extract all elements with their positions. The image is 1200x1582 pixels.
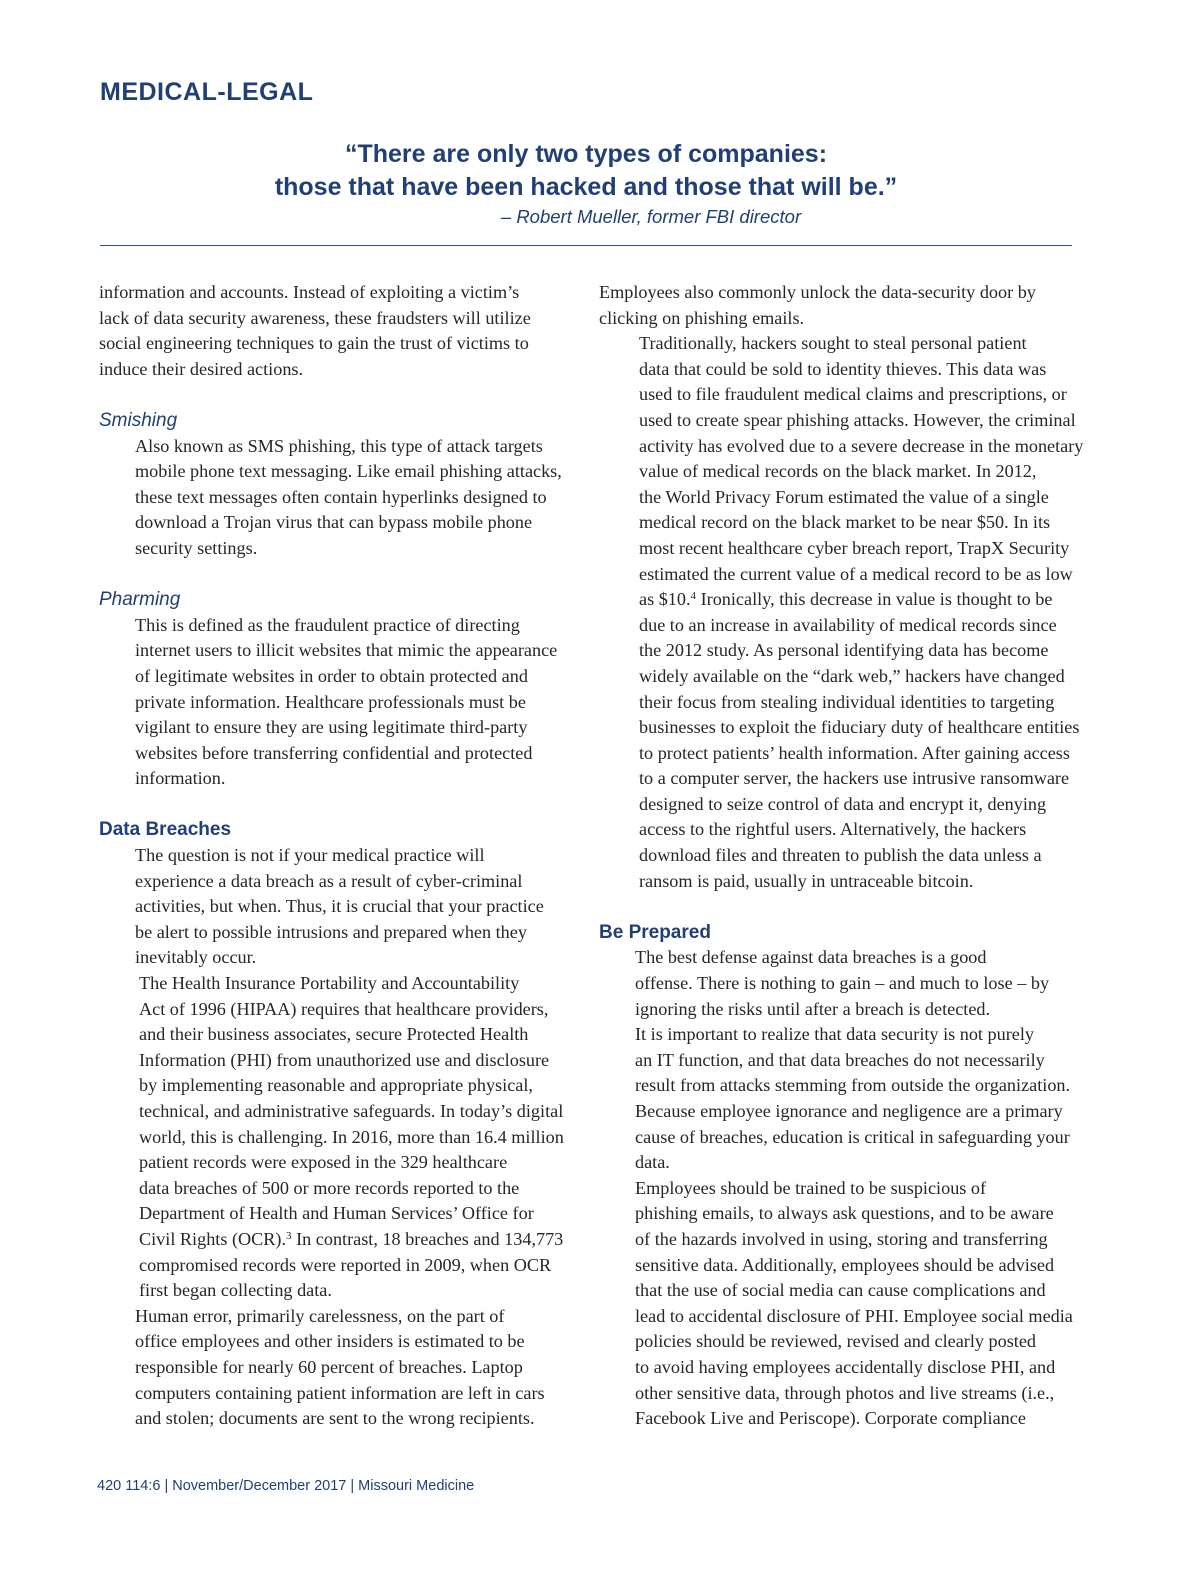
text-line: phishing emails, to always ask questions, and to be aware: [635, 1203, 1054, 1224]
text-line: policies should be reviewed, revised and clearly posted: [635, 1331, 1037, 1352]
text-line: The question is not if your medical practice will: [135, 845, 485, 866]
text-line: Also known as SMS phishing, this type of attack targets: [135, 435, 543, 456]
text-line: estimated the current value of a medical record to be as low: [639, 563, 1073, 584]
text-line: Employees also commonly unlock the data-security door by: [599, 282, 1036, 302]
text-line: lead to accidental disclosure of PHI. Employee social media: [635, 1305, 1073, 1326]
text-line: computers containing patient information are left in cars: [135, 1382, 545, 1403]
text-line: Department of Health and Human Services’ Office for: [139, 1203, 534, 1224]
text-line: This is defined as the fraudulent practice of directing: [135, 614, 520, 635]
footnote-ref-4: 4: [690, 590, 697, 603]
continued-paragraph: [599, 280, 1071, 331]
text-line: inevitably occur.: [135, 947, 257, 968]
text-line: activities, but when. Thus, it is crucial that your practice: [135, 896, 544, 917]
text-line: most recent healthcare cyber breach report, TrapX Security: [639, 537, 1070, 558]
text-line: Information (PHI) from unauthorized use and disclosure: [139, 1049, 550, 1070]
text-line: used to create spear phishing attacks. However, the criminal: [639, 409, 1076, 430]
text-line: value of medical records on the black market. In 2012,: [639, 461, 1037, 482]
text-line: Because employee ignorance and negligence are a primary: [635, 1101, 1063, 1121]
text-line: used to file fraudulent medical claims and prescriptions, or: [639, 384, 1067, 405]
text-line: data breaches of 500 or more records reported to the: [139, 1177, 520, 1198]
text-line: Act of 1996 (HIPAA) requires that healthcare providers,: [139, 998, 549, 1019]
text-line: patient records were exposed in the 329 healthcare: [139, 1152, 508, 1173]
text-line: first began collecting data.: [139, 1280, 332, 1301]
text-line: of the hazards involved in using, storing and transferring: [635, 1228, 1048, 1249]
text-line: an IT function, and that data breaches do not necessarily: [635, 1049, 1045, 1070]
intro-paragraph: [99, 280, 571, 382]
text-line: vigilant to ensure they are using legitimate third-party: [135, 717, 528, 738]
text-line: Facebook Live and Periscope). Corporate compliance: [635, 1408, 1026, 1429]
text-line: and their business associates, secure Protected Health: [139, 1024, 529, 1045]
breaches-paragraph-3: [99, 1304, 571, 1432]
text-line: widely available on the “dark web,” hackers have changed: [639, 665, 1065, 686]
traditionally-ref-line: as $10.$^4$ Ironically, this decrease in value is thought to be: [639, 589, 1053, 610]
pharming-heading: Pharming: [99, 589, 181, 611]
text-line: compromised records were reported in 2009, when OCR: [139, 1254, 552, 1275]
text-line: websites before transferring confidential and protected: [135, 742, 533, 763]
breaches-paragraph-2-ref-line: Civil Rights (OCR).$^3$ In contrast, 18 breaches and 134,773: [139, 1228, 564, 1249]
text-line: download files and threaten to publish the data unless a: [639, 845, 1042, 866]
text-line: designed to seize control of data and encrypt it, denying: [639, 793, 1047, 814]
smishing-paragraph: [99, 434, 571, 562]
text-line: The best defense against data breaches is a good: [635, 947, 987, 968]
text-line: ignoring the risks until after a breach is detected.: [635, 998, 991, 1019]
traditionally-paragraph: [599, 331, 1084, 894]
pull-quote: [100, 138, 1072, 230]
horizontal-divider: [100, 245, 1072, 246]
breaches-paragraph-2-end: [99, 1253, 571, 1304]
text-line: by implementing reasonable and appropriate physical,: [139, 1075, 533, 1096]
text-line: activity has evolved due to a severe decrease in the monetary: [639, 435, 1084, 456]
text-line: private information. Healthcare professionals must be: [135, 691, 526, 712]
text-line: sensitive data. Additionally, employees should be advised: [635, 1254, 1055, 1275]
quote-line-2: those that have been hacked and those that will be.”: [274, 173, 898, 201]
be-prepared-heading: Be Prepared: [599, 921, 711, 943]
breaches-paragraph-2-lines: [99, 971, 571, 1227]
prepared-paragraph-3: [599, 1176, 1071, 1432]
text-line: businesses to exploit the fiduciary duty of healthcare entities: [639, 717, 1080, 738]
text-line: the 2012 study. As personal identifying data has become: [639, 640, 1049, 661]
traditionally-lines-a: [599, 331, 1084, 587]
text-line: responsible for nearly 60 percent of breaches. Laptop: [135, 1356, 523, 1377]
text-line: and stolen; documents are sent to the wrong recipients.: [135, 1408, 535, 1429]
page-footer: 420 114:6 | November/December 2017 | Missouri Medicine: [97, 1478, 475, 1494]
breaches-paragraph-2: [99, 971, 571, 1304]
text-line: offense. There is nothing to gain – and much to lose – by: [635, 973, 1050, 994]
section-label: MEDICAL-LEGAL: [100, 78, 314, 106]
text-line: internet users to illicit websites that mimic the appearance: [135, 640, 558, 661]
text-line: to a computer server, the hackers use intrusive ransomware: [639, 768, 1070, 789]
footnote-ref-3: 3: [286, 1229, 292, 1242]
text-line: cause of breaches, education is critical in safeguarding your: [635, 1126, 1070, 1147]
text-line: access to the rightful users. Alternatively, the hackers: [639, 819, 1027, 840]
prepared-paragraph-2: [599, 1022, 1071, 1176]
text-line: Traditionally, hackers sought to steal personal patient: [639, 333, 1027, 354]
text-line: The Health Insurance Portability and Accountability: [139, 973, 520, 994]
traditionally-lines-b: [599, 613, 1080, 895]
text-line: Human error, primarily carelessness, on the part of: [135, 1305, 505, 1326]
text-line: result from attacks stemming from outside the organization.: [635, 1075, 1071, 1096]
quote-attribution: – Robert Mueller, former FBI director: [500, 206, 802, 227]
text-line: clicking on phishing emails.: [599, 307, 805, 328]
smishing-heading: Smishing: [99, 409, 178, 431]
text-line: medical record on the black market to be near $50. In its: [639, 512, 1051, 533]
pharming-paragraph: [99, 613, 571, 792]
text-line: information and accounts. Instead of exploiting a victim’s: [99, 282, 520, 302]
text-line: induce their desired actions.: [99, 358, 304, 379]
breaches-paragraph-1: [99, 843, 571, 971]
text-line: security settings.: [135, 537, 258, 558]
data-breaches-heading: Data Breaches: [99, 819, 232, 841]
text-line: to avoid having employees accidentally disclose PHI, and: [635, 1356, 1056, 1377]
text-line: other sensitive data, through photos and live streams (i.e.,: [635, 1382, 1055, 1403]
text-line: Employees should be trained to be suspicious of: [635, 1177, 987, 1198]
text-line: ransom is paid, usually in untraceable bitcoin.: [639, 870, 974, 891]
text-line: world, this is challenging. In 2016, more than 16.4 million: [139, 1126, 564, 1147]
text-line: be alert to possible intrusions and prepared when they: [135, 921, 527, 942]
right-column: [599, 280, 1084, 1432]
text-line: It is important to realize that data security is not purely: [635, 1024, 1034, 1045]
text-line: the World Privacy Forum estimated the value of a single: [639, 486, 1049, 507]
left-column: [99, 280, 571, 1432]
text-line: information.: [135, 768, 226, 789]
text-line: download a Trojan virus that can bypass mobile phone: [135, 512, 533, 533]
text-line: office employees and other insiders is estimated to be: [135, 1331, 525, 1352]
text-line: experience a data breach as a result of cyber-criminal: [135, 870, 523, 891]
prepared-paragraph-1: [599, 945, 1071, 1022]
text-line: data that could be sold to identity thieves. This data was: [639, 358, 1047, 379]
text-line: to protect patients’ health information. After gaining access: [639, 742, 1070, 763]
quote-line-1: “There are only two types of companies:: [344, 140, 828, 168]
text-line: mobile phone text messaging. Like email phishing attacks,: [135, 461, 562, 482]
text-line: lack of data security awareness, these fraudsters will utilize: [99, 307, 531, 328]
text-line: data.: [635, 1152, 670, 1173]
text-line: that the use of social media can cause complications and: [635, 1280, 1046, 1301]
text-line: social engineering techniques to gain the trust of victims to: [99, 333, 529, 354]
text-line: their focus from stealing individual identities to targeting: [639, 691, 1055, 712]
text-line: technical, and administrative safeguards. In today’s digital: [139, 1101, 564, 1121]
text-line: of legitimate websites in order to obtain protected and: [135, 665, 528, 686]
text-line: due to an increase in availability of medical records since: [639, 614, 1057, 635]
text-line: these text messages often contain hyperlinks designed to: [135, 486, 547, 507]
